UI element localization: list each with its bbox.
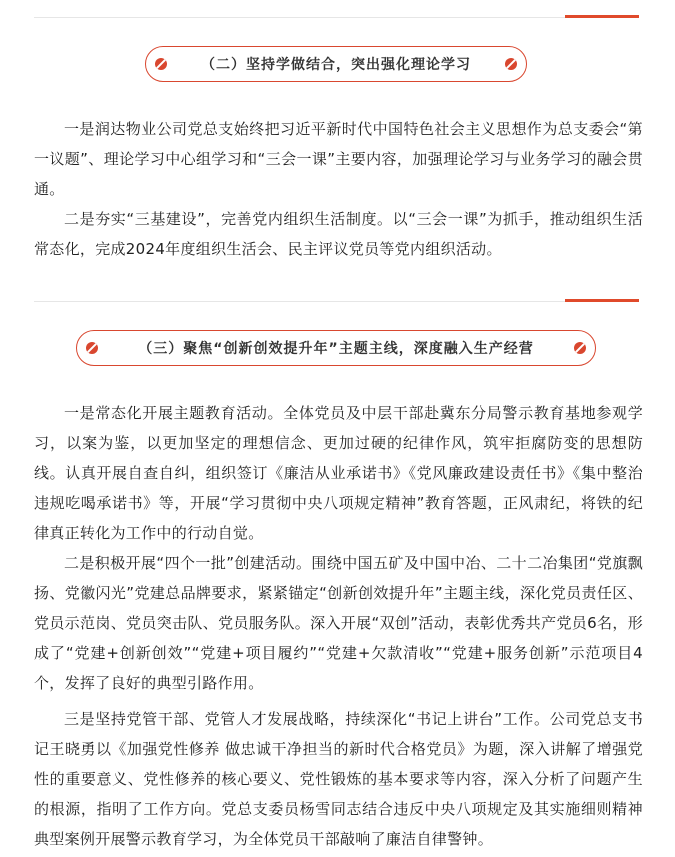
striped-circle-icon [505,58,517,70]
striped-circle-icon [86,342,98,354]
paragraph: 一是常态化开展主题教育活动。全体党员及中层干部赴冀东分局警示教育基地参观学习，以案为鉴，以更加坚定的理想信念、更加过硬的纪律作风，筑牢拒腐防变的思想防线。认真开展自查自纠，组织签订《廉洁从业承诺书》《党风廉政建设责任书》《集中整治违规吃喝承诺书》等，开展“学习贯彻中央八项规定精神”教育答题，正风肃纪，将铁的纪律真正转化为工作中的行动自觉。 [34,404,643,542]
striped-circle-icon [155,58,167,70]
divider-accent [565,15,639,18]
section-divider [34,301,639,302]
striped-circle-icon [574,342,586,354]
paragraph: 二是夯实“三基建设”，完善党内组织生活制度。以“三会一课”为抓手，推动组织生活常态化，完成2024年度组织生活会、民主评议党员等党内组织活动。 [34,210,643,258]
paragraph: 二是积极开展“四个一批”创建活动。围绕中国五矿及中国中冶、二十二冶集团“党旗飘扬、党徽闪光”党建总品牌要求，紧紧锚定“创新创效提升年”主题主线，深化党员责任区、党员示范岗、党员突击队、党员服务队。深入开展“双创”活动，表彰优秀共产党员6名，形成了“党建+创新创效”“党建+项目履约”“党建+欠款清收”“党建+服务创新”示范项目4个，发挥了良好的典型引路作用。 [34,554,643,692]
section-heading-text: （三）聚焦“创新创效提升年”主题主线，深度融入生产经营 [138,341,534,357]
section-heading [76,330,596,366]
section-divider [34,17,639,18]
divider-accent [565,299,639,302]
section-heading [145,46,527,82]
section-heading-text: （二）坚持学做结合，突出强化理论学习 [201,57,471,73]
paragraph: 三是坚持党管干部、党管人才发展战略，持续深化“书记上讲台”工作。公司党总支书记王晓勇以《加强党性修养 做忠诚干净担当的新时代合格党员》为题，深入讲解了增强党性的重要意义、党性修养的核心要义、党性锻炼的基本要求等内容，深入分析了问题产生的根源，指明了工作方向。党总支委员杨雪同志结合违反中央八项规定及其实施细则精神典型案例开展警示教育学习，为全体党员干部敲响了廉洁自律警钟。 [34,710,643,848]
paragraph: 一是润达物业公司党总支始终把习近平新时代中国特色社会主义思想作为总支委会“第一议题”、理论学习中心组学习和“三会一课”主要内容，加强理论学习与业务学习的融会贯通。 [34,120,643,198]
